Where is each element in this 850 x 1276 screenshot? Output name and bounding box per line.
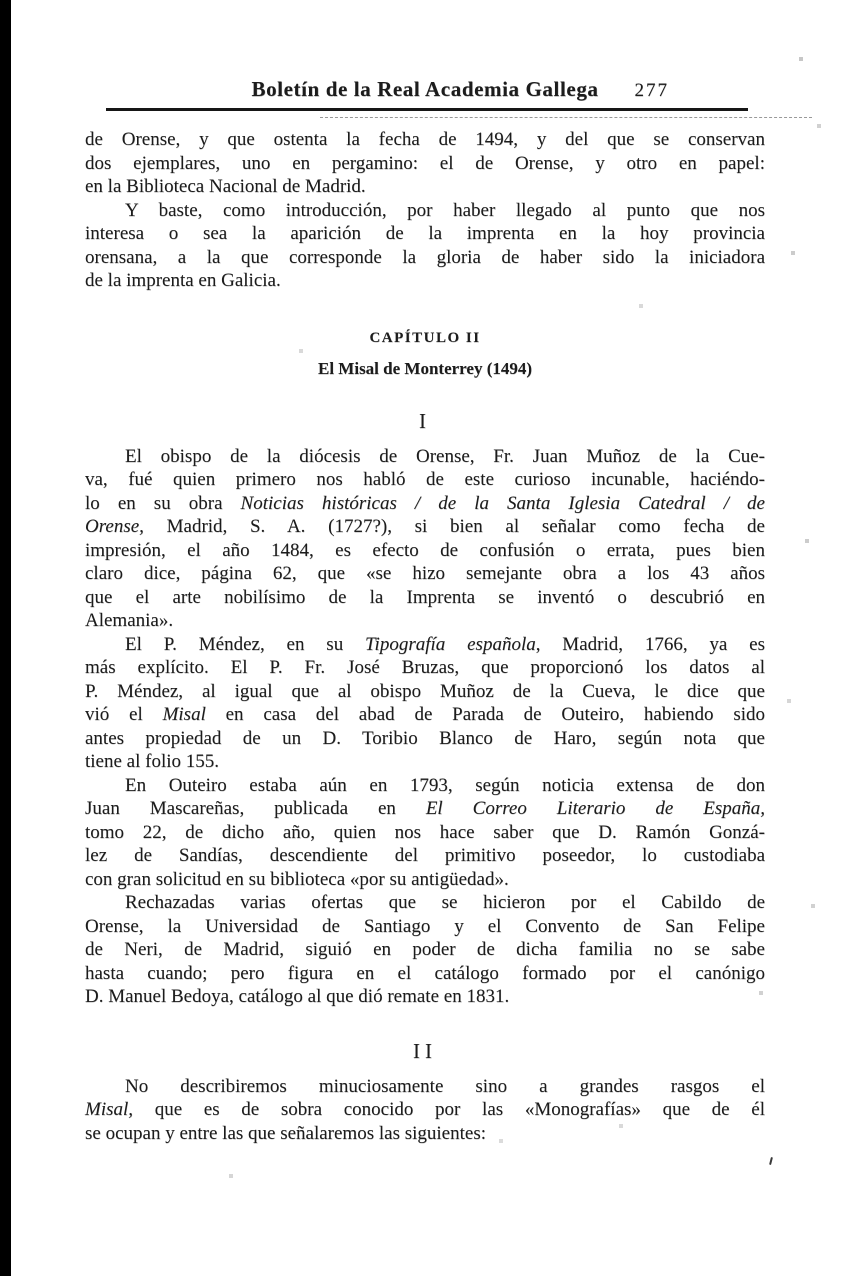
- page-number: 277: [634, 80, 669, 101]
- text-line: [85, 445, 765, 469]
- text-run: más explícito. El P. Fr. José Bruzas, que proporcionó los datos al: [85, 657, 765, 678]
- paragraph: [85, 199, 765, 293]
- text-run: que el arte nobilísimo de la Imprenta se inventó o descubrió en: [85, 586, 765, 608]
- text-run: claro dice, página 62, que «se hizo semejante obra a los 43 años: [85, 563, 765, 584]
- text-run: Misal,: [85, 1099, 134, 1120]
- text-line: [85, 868, 765, 892]
- text-line: [85, 562, 765, 586]
- text-line: [85, 703, 765, 727]
- text-run: Y baste, como introducción, por haber llegado al punto que nos: [125, 199, 765, 221]
- text-line: [85, 199, 765, 223]
- chapter-subtitle: El Misal de Monterrey (1494): [317, 358, 533, 378]
- text-run: El P. Méndez, en su: [125, 633, 366, 655]
- text-run: impresión, el año 1484, es efecto de confusión o errata, pues bien: [85, 539, 765, 561]
- page-header: [85, 76, 765, 102]
- text-line: [85, 985, 765, 1009]
- text-line: [85, 938, 765, 962]
- text-line: [85, 609, 765, 633]
- text-run: hasta cuando; pero figura en el catálogo formado por el canónigo: [85, 962, 765, 984]
- scan-speckles: [0, 0, 2, 2]
- text-line: [85, 492, 765, 516]
- text-run: El obispo de la diócesis de Orense, Fr. Juan Muñoz de la Cue-: [125, 445, 765, 467]
- text-run: se ocupan y entre las que señalaremos las siguientes:: [85, 1122, 486, 1144]
- text-line: [85, 680, 765, 704]
- text-line: [85, 586, 765, 610]
- text-line: [85, 269, 765, 293]
- text-run: Noticias históricas / de la Santa Iglesia Catedral / de: [240, 492, 765, 514]
- text-line: [85, 727, 765, 751]
- section-marker: I: [419, 408, 431, 433]
- text-run: Juan Mascareñas, publicada en: [85, 798, 426, 819]
- text-line: [85, 1098, 765, 1122]
- header-rule-secondary: [320, 117, 812, 118]
- text-run: de Orense, y que ostenta la fecha de 1494, y del que se conservan: [85, 129, 765, 150]
- text-line: [85, 128, 765, 152]
- text-run: Madrid, S. A. (1727?), si bien al señalar como fecha de: [143, 516, 765, 537]
- text-line: [85, 844, 765, 868]
- text-run: Orense,: [85, 516, 144, 537]
- text-run: en la Biblioteca Nacional de Madrid.: [85, 176, 366, 197]
- text-line: [85, 222, 765, 246]
- chapter-heading: CAPÍTULO II: [369, 329, 481, 346]
- paragraph: [85, 1075, 765, 1146]
- text-line: [85, 633, 765, 657]
- text-run: No describiremos minuciosamente sino a grandes rasgos el: [125, 1075, 765, 1097]
- text-run: P. Méndez, al igual que al obispo Muñoz de la Cueva, le dice que: [85, 680, 765, 702]
- text-run: Tipografía española: [365, 633, 536, 655]
- text-run: antes propiedad de un D. Toribio Blanco de Haro, según nota que: [85, 727, 765, 749]
- text-line: [85, 152, 765, 176]
- text-line: [85, 1122, 765, 1146]
- text-line: [85, 1075, 765, 1099]
- section-marker: II: [413, 1038, 437, 1063]
- paragraph: [85, 633, 765, 774]
- text-run: tiene al folio 155.: [85, 751, 220, 772]
- journal-title: Boletín de la Real Academia Gallega: [251, 77, 599, 101]
- body-text: [85, 128, 765, 1145]
- text-run: tomo 22, de dicho año, quien nos hace saber que D. Ramón Gonzá-: [85, 821, 765, 843]
- text-run: D. Manuel Bedoya, catálogo al que dió remate en 1831.: [85, 986, 510, 1007]
- text-run: lez de Sandías, descendiente del primitivo poseedor, lo custodiaba: [85, 845, 765, 866]
- text-run: va, fué quien primero nos habló de este curioso incunable, haciéndo-: [85, 469, 765, 490]
- text-run: interesa o sea la aparición de la imprenta en la hoy provincia: [85, 223, 765, 244]
- text-line: [85, 539, 765, 563]
- text-line: [85, 774, 765, 798]
- scan-artifact: [769, 1157, 773, 1165]
- text-line: [85, 891, 765, 915]
- text-run: El Correo Literario de España,: [425, 798, 765, 819]
- text-line: [85, 962, 765, 986]
- scan-binding-bar: [0, 0, 11, 1276]
- header-rule: [106, 108, 748, 111]
- text-run: , Madrid, 1766, ya es: [535, 633, 765, 655]
- text-line: [85, 175, 765, 199]
- text-line: [85, 750, 765, 774]
- text-line: [85, 515, 765, 539]
- text-line: [85, 468, 765, 492]
- text-run: de Neri, de Madrid, siguió en poder de dicha familia no se sabe: [85, 939, 765, 960]
- paragraph: [85, 128, 765, 199]
- paragraph: [85, 774, 765, 892]
- text-line: [85, 797, 765, 821]
- paragraph: [85, 891, 765, 1009]
- text-run: Rechazadas varias ofertas que se hicieron por el Cabildo de: [125, 892, 765, 913]
- text-line: [85, 821, 765, 845]
- text-run: Misal: [162, 704, 206, 725]
- text-line: [85, 246, 765, 270]
- text-line: [85, 915, 765, 939]
- text-line: [85, 656, 765, 680]
- text-run: Orense, la Universidad de Santiago y el Convento de San Felipe: [85, 915, 765, 937]
- text-run: Alemania».: [85, 610, 174, 631]
- text-run: con gran solicitud en su biblioteca «por su antigüedad».: [85, 868, 509, 890]
- text-run: orensana, a la que corresponde la gloria de haber sido la iniciadora: [85, 246, 765, 268]
- text-run: que es de sobra conocido por las «Monografías» que de él: [133, 1099, 765, 1120]
- text-run: En Outeiro estaba aún en 1793, según noticia extensa de don: [125, 774, 765, 796]
- text-run: lo en su obra: [85, 492, 241, 514]
- text-run: de la imprenta en Galicia.: [85, 270, 281, 291]
- paragraph: [85, 445, 765, 633]
- text-run: dos ejemplares, uno en pergamino: el de Orense, y otro en papel:: [85, 152, 765, 174]
- text-run: en casa del abad de Parada de Outeiro, habiendo sido: [205, 704, 766, 725]
- text-run: vió el: [85, 704, 163, 725]
